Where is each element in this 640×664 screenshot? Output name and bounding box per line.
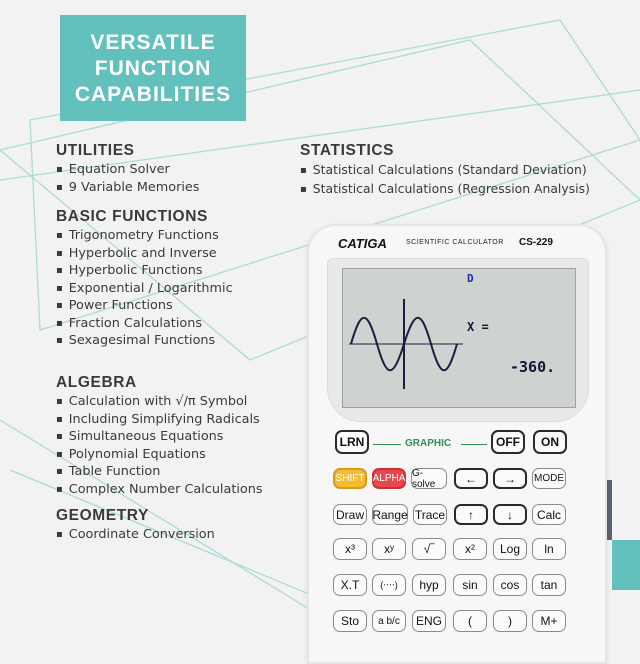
- x-readout-value: -360.: [510, 358, 556, 376]
- close-paren-key[interactable]: ): [493, 610, 527, 632]
- list-item: ▪ Simultaneous Equations: [56, 429, 263, 447]
- section-basic-functions: [56, 208, 233, 351]
- list-item: ▪ Coordinate Conversion: [56, 527, 215, 545]
- x-power-y-key[interactable]: xʸ: [372, 538, 406, 560]
- sine-graph: [349, 299, 463, 389]
- eng-key[interactable]: ENG: [412, 610, 446, 632]
- list-item: ▪ 9 Variable Memories: [56, 180, 199, 198]
- x-cubed-key[interactable]: x³: [333, 538, 367, 560]
- title-banner: [60, 15, 246, 121]
- mode-key[interactable]: MODE: [532, 468, 566, 489]
- gsolve-key[interactable]: G-solve: [411, 468, 447, 489]
- divider: [373, 444, 401, 445]
- off-key[interactable]: OFF: [491, 430, 525, 454]
- title-line: FUNCTION: [94, 57, 212, 80]
- title-line: CAPABILITIES: [74, 83, 232, 106]
- list-item: ▪ Polynomial Equations: [56, 447, 263, 465]
- list-item: ▪ Hyperbolic and Inverse: [56, 246, 233, 264]
- xt-key[interactable]: X.T: [333, 574, 367, 596]
- list-item: ▪ Sexagesimal Functions: [56, 333, 233, 351]
- section-heading: STATISTICS: [300, 142, 395, 159]
- trace-key[interactable]: Trace: [413, 504, 447, 525]
- open-paren-key[interactable]: (: [453, 610, 487, 632]
- alpha-key[interactable]: ALPHA: [372, 468, 406, 489]
- list-item: ▪ Statistical Calculations (Standard Deviation): [300, 162, 590, 181]
- sin-key[interactable]: sin: [453, 574, 487, 596]
- section-heading: UTILITIES: [56, 142, 135, 159]
- list-item: ▪ Fraction Calculations: [56, 316, 233, 334]
- title-line: VERSATILE: [90, 31, 216, 54]
- section-algebra: [56, 374, 263, 499]
- degree-flag: D: [467, 272, 474, 285]
- calculator-subtitle: SCIENTIFIC CALCULATOR: [406, 239, 504, 246]
- fraction-key[interactable]: a b/c: [372, 610, 406, 632]
- list-item: ▪ Table Function: [56, 464, 263, 482]
- left-arrow-key[interactable]: ←: [454, 468, 488, 489]
- list-item: ▪ Calculation with √/π Symbol: [56, 394, 263, 412]
- decorative-block: [612, 540, 640, 590]
- list-item: ▪ Hyperbolic Functions: [56, 263, 233, 281]
- x-squared-key[interactable]: x²: [453, 538, 487, 560]
- section-utilities: [56, 142, 199, 197]
- cos-key[interactable]: cos: [493, 574, 527, 596]
- right-arrow-key[interactable]: →: [493, 468, 527, 489]
- square-root-key[interactable]: √‾: [412, 538, 446, 560]
- section-heading: GEOMETRY: [56, 507, 149, 524]
- list-item: ▪ Power Functions: [56, 298, 233, 316]
- shift-key[interactable]: SHIFT: [333, 468, 367, 489]
- up-arrow-key[interactable]: ↑: [454, 504, 488, 525]
- sto-key[interactable]: Sto: [333, 610, 367, 632]
- log-key[interactable]: Log: [493, 538, 527, 560]
- section-heading: ALGEBRA: [56, 374, 137, 391]
- calculator-model: CS-229: [519, 237, 553, 248]
- calc-key[interactable]: Calc: [532, 504, 566, 525]
- screen-bezel: [327, 258, 589, 422]
- hyp-key[interactable]: hyp: [412, 574, 446, 596]
- range-key[interactable]: Range: [372, 504, 408, 525]
- section-geometry: [56, 507, 215, 545]
- x-readout-label: X =: [467, 320, 489, 334]
- list-item: ▪ Statistical Calculations (Regression Analysis): [300, 181, 590, 200]
- ln-key[interactable]: ln: [532, 538, 566, 560]
- lcd-screen: [342, 268, 576, 408]
- draw-key[interactable]: Draw: [333, 504, 367, 525]
- section-heading: BASIC FUNCTIONS: [56, 208, 208, 225]
- divider: [461, 444, 487, 445]
- list-item: ▪ Equation Solver: [56, 162, 199, 180]
- down-arrow-key[interactable]: ↓: [493, 504, 527, 525]
- calculator: [307, 224, 607, 664]
- list-item: ▪ Including Simplifying Radicals: [56, 412, 263, 430]
- tan-key[interactable]: tan: [532, 574, 566, 596]
- graphic-label: GRAPHIC: [405, 438, 452, 449]
- list-item: ▪ Exponential / Logarithmic: [56, 281, 233, 299]
- section-statistics: [300, 142, 590, 199]
- list-item: ▪ Complex Number Calculations: [56, 482, 263, 500]
- list-item: ▪ Trigonometry Functions: [56, 228, 233, 246]
- comma-key[interactable]: (‧‧‧‧): [372, 574, 406, 596]
- m-plus-key[interactable]: M+: [532, 610, 566, 632]
- calculator-brand: CATIGA: [338, 236, 387, 251]
- on-key[interactable]: ON: [533, 430, 567, 454]
- lrn-key[interactable]: LRN: [335, 430, 369, 454]
